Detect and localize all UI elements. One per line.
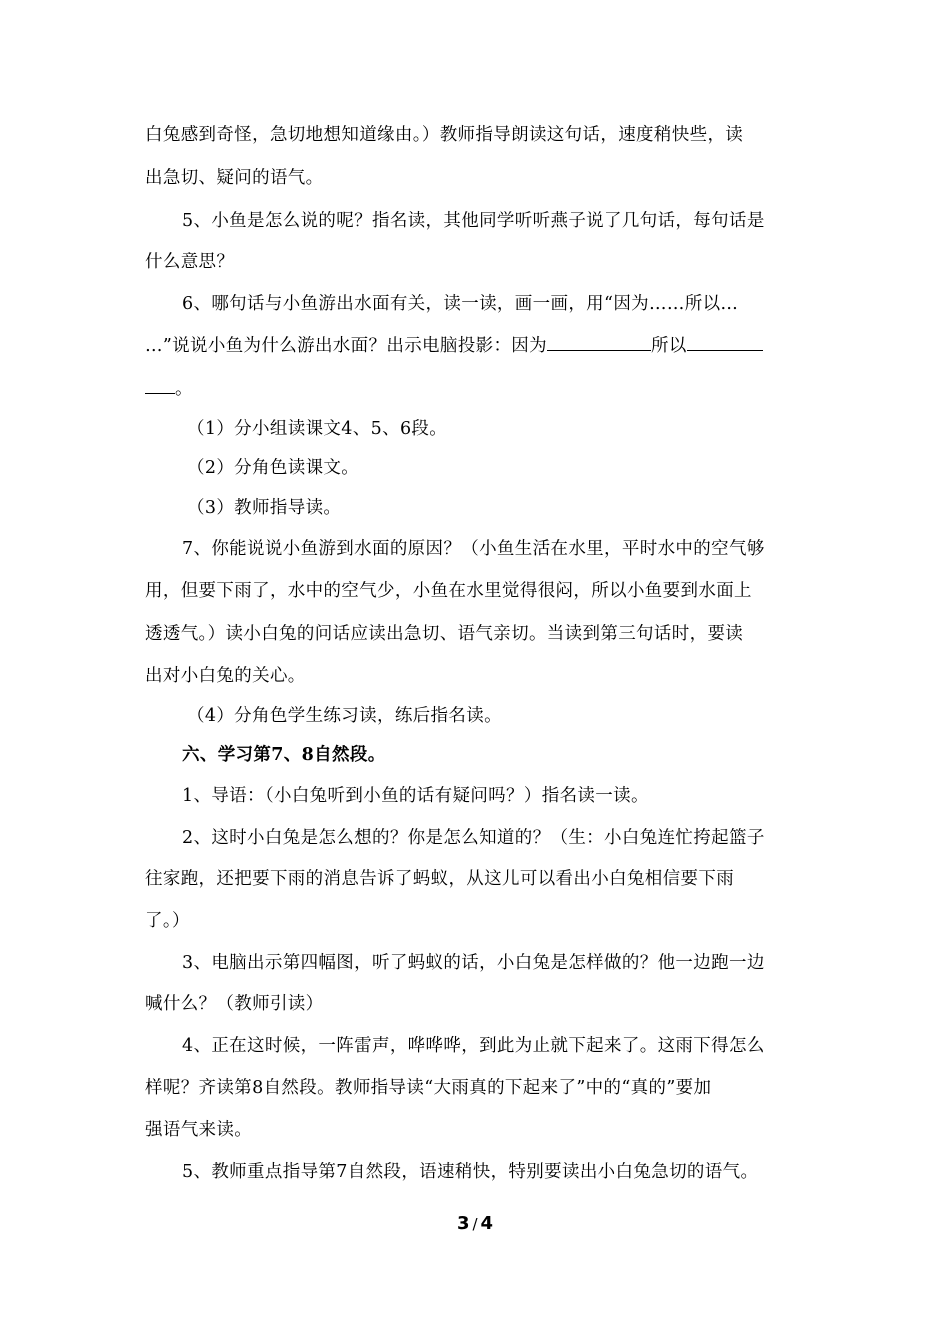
text-line: 5、小鱼是怎么说的呢？指名读，其他同学听听燕子说了几句话，每句话是 — [182, 211, 765, 231]
text-segment: 。 — [175, 379, 193, 399]
text-line: 往家跑，还把要下雨的消息告诉了蚂蚁，从这儿可以看出小白兔相信要下雨 — [145, 869, 735, 889]
text-line: 强语气来读。 — [145, 1120, 253, 1140]
text-line: （3）教师指导读。 — [187, 498, 342, 518]
fill-blank — [145, 377, 175, 394]
text-line: （4）分角色学生练习读，练后指名读。 — [187, 706, 502, 726]
text-line: 喊什么？（教师引读） — [145, 994, 324, 1014]
page-separator: / — [472, 1215, 478, 1233]
text-segment: …”说说小鱼为什么游出水面？出示电脑投影：因为 — [145, 336, 547, 356]
text-line: 出对小白兔的关心。 — [145, 666, 306, 686]
text-line: 样呢？齐读第8自然段。教师指导读“大雨真的下起来了”中的“真的”要加 — [145, 1078, 712, 1098]
text-line: 了。） — [145, 911, 190, 931]
text-line: （2）分角色读课文。 — [187, 458, 360, 478]
text-line: 什么意思？ — [145, 252, 235, 272]
fill-blank — [547, 334, 651, 351]
text-line: 6、哪句话与小鱼游出水面有关，读一读，画一画，用“因为……所以… — [182, 294, 739, 314]
text-line: 4、正在这时候，一阵雷声，哗哗哗，到此为止就下起来了。这雨下得怎么 — [182, 1036, 765, 1056]
text-line-with-blanks — [145, 334, 815, 358]
text-line: 白兔感到奇怪，急切地想知道缘由。）教师指导朗读这句话，速度稍快些，读 — [145, 125, 744, 145]
page-number — [0, 1213, 950, 1234]
total-pages: 4 — [480, 1213, 494, 1234]
text-line: 用，但要下雨了，水中的空气少，小鱼在水里觉得很闷，所以小鱼要到水面上 — [145, 581, 752, 601]
text-line: 2、这时小白兔是怎么想的？你是怎么知道的？（生：小白兔连忙挎起篮子 — [182, 828, 765, 848]
text-line: 5、教师重点指导第7自然段，语速稍快，特别要读出小白兔急切的语气。 — [182, 1162, 759, 1182]
text-line-with-blanks — [145, 377, 815, 401]
text-line: 透透气。）读小白兔的问话应读出急切、语气亲切。当读到第三句话时，要读 — [145, 624, 744, 644]
text-segment: 所以 — [651, 336, 687, 356]
current-page: 3 — [456, 1213, 470, 1234]
fill-blank — [687, 334, 763, 351]
text-line: （1）分小组读课文4、5、6段。 — [187, 419, 448, 439]
section-heading: 六、学习第7、8自然段。 — [182, 745, 386, 765]
text-line: 出急切、疑问的语气。 — [145, 168, 324, 188]
text-line: 3、电脑出示第四幅图，听了蚂蚁的话，小白兔是怎样做的？他一边跑一边 — [182, 953, 765, 973]
text-line: 7、你能说说小鱼游到水面的原因？（小鱼生活在水里，平时水中的空气够 — [182, 539, 765, 559]
text-line: 1、导语：（小白兔听到小鱼的话有疑问吗？）指名读一读。 — [182, 786, 649, 806]
